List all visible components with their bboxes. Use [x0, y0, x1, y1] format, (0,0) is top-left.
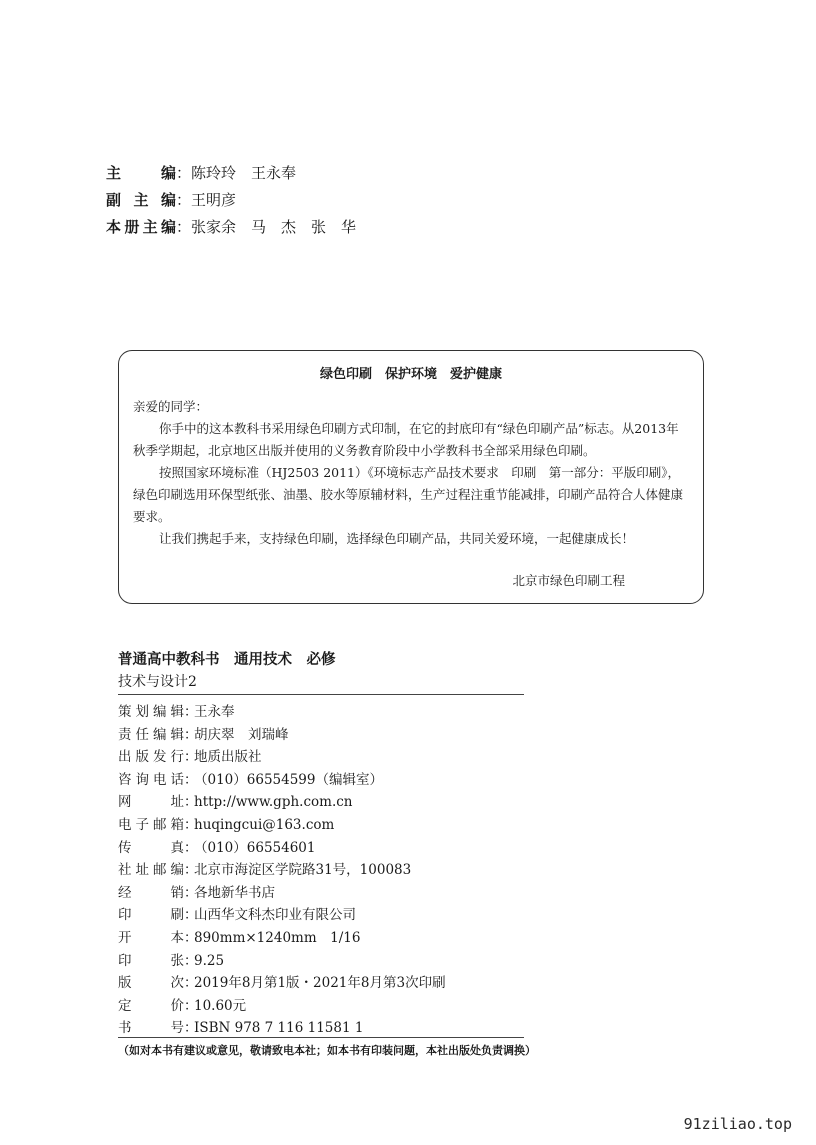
notice-paragraph: 让我们携起手来，支持绿色印刷，选择绿色印刷产品，共同关爱环境，一起健康成长！ [159, 531, 635, 546]
editor-row: 副 主 编 ： 王明彦 [106, 187, 356, 214]
editor-label: 主 编 [106, 164, 176, 182]
book-subtitle: 技术与设计2 [118, 674, 197, 690]
book-title: 普通高中教科书 通用技术 必修 [118, 652, 336, 668]
watermark: 91ziliao.top [683, 1115, 792, 1133]
editor-label: 副 主 编 [106, 191, 176, 209]
publication-info [118, 701, 446, 1040]
info-value: 各地新华书店 [194, 884, 275, 901]
info-value: http://www.gph.com.cn [194, 794, 353, 811]
info-value: huqingcui@163.com [194, 816, 335, 833]
info-value: 10.60元 [194, 997, 247, 1014]
info-row: 责任编辑 ： 胡庆翠 刘瑞峰 [118, 724, 446, 747]
editor-value: 王明彦 [191, 191, 237, 209]
info-label: 书 号 [118, 1020, 184, 1037]
info-row: 印 张 ： 9.25 [118, 950, 446, 973]
info-row: 咨询电话 ： （010）66554599（编辑室） [118, 769, 446, 792]
editors-block [106, 160, 356, 241]
info-label: 定 价 [118, 997, 184, 1014]
notice-paragraph: 按照国家环境标准（HJ2503 2011）《环境标志产品技术要求 印刷 第一部分：平版印刷》，绿色印刷选用环保型纸张、油墨、胶水等原辅材料，生产过程注重节能减排，印刷产品符合人体健康要求。 [133, 465, 684, 524]
editor-row: 本册主编 ： 张家余 马 杰 张 华 [106, 214, 356, 241]
info-label: 印 张 [118, 952, 184, 969]
info-label: 开 本 [118, 929, 184, 946]
editor-label: 本册主编 [106, 218, 176, 236]
info-row: 书 号 ： ISBN 978 7 116 11581 1 [118, 1017, 446, 1040]
info-label: 网 址 [118, 794, 184, 811]
info-row: 版 次 ： 2019年8月第1版・2021年8月第3次印刷 [118, 972, 446, 995]
info-row: 电子邮箱 ： huqingcui@163.com [118, 814, 446, 837]
info-label: 策划编辑 [118, 704, 184, 720]
info-value: （010）66554601 [194, 839, 316, 856]
divider [118, 1037, 524, 1038]
info-label: 传 真 [118, 839, 184, 856]
info-row: 网 址 ： http://www.gph.com.cn [118, 791, 446, 814]
editor-value: 陈玲玲 王永奉 [191, 164, 297, 182]
info-row: 出版发行 ： 地质出版社 [118, 746, 446, 769]
info-value: 地质出版社 [194, 749, 262, 766]
info-label: 印 刷 [118, 907, 184, 924]
info-value: （010）66554599（编辑室） [194, 771, 383, 788]
info-value: 胡庆翠 刘瑞峰 [194, 726, 289, 743]
info-row: 传 真 ： （010）66554601 [118, 837, 446, 860]
info-value: ISBN 978 7 116 11581 1 [194, 1020, 364, 1037]
divider [118, 694, 524, 695]
info-value: 2019年8月第1版・2021年8月第3次印刷 [194, 975, 446, 992]
info-row: 印 刷 ： 山西华文科杰印业有限公司 [118, 904, 446, 927]
info-row: 社址邮编 ： 北京市海淀区学院路31号，100083 [118, 859, 446, 882]
notice-greeting: 亲爱的同学： [133, 399, 209, 414]
notice-title: 绿色印刷 保护环境 爱护健康 [319, 367, 502, 382]
info-value: 山西华文科杰印业有限公司 [194, 907, 356, 924]
notice-signature: 北京市绿色印刷工程 [512, 573, 625, 588]
info-label: 咨询电话 [118, 771, 184, 788]
info-row: 策划编辑 ： 王永奉 [118, 701, 446, 724]
info-value: 9.25 [194, 952, 225, 969]
info-value: 王永奉 [194, 704, 235, 720]
info-label: 经 销 [118, 884, 184, 901]
info-row: 经 销 ： 各地新华书店 [118, 882, 446, 905]
notice-paragraph: 你手中的这本教科书采用绿色印刷方式印制，在它的封底印有“绿色印刷产品”标志。从2013年秋季学期起，北京地区出版并使用的义务教育阶段中小学教科书全部采用绿色印刷。 [133, 421, 679, 458]
info-label: 出版发行 [118, 749, 184, 766]
info-row: 定 价 ： 10.60元 [118, 995, 446, 1018]
editor-value: 张家余 马 杰 张 华 [191, 218, 357, 236]
info-label: 版 次 [118, 975, 184, 992]
info-value: 890mm×1240mm 1/16 [194, 929, 361, 946]
info-label: 电子邮箱 [118, 816, 184, 833]
green-printing-notice [118, 350, 704, 604]
footnote: （如对本书有建议或意见，敬请致电本社；如本书有印装问题，本社出版处负责调换） [118, 1044, 536, 1057]
info-row: 开 本 ： 890mm×1240mm 1/16 [118, 927, 446, 950]
info-label: 社址邮编 [118, 862, 184, 879]
info-value: 北京市海淀区学院路31号，100083 [194, 862, 412, 879]
editor-row: 主 编 ： 陈玲玲 王永奉 [106, 160, 356, 187]
info-label: 责任编辑 [118, 726, 184, 743]
